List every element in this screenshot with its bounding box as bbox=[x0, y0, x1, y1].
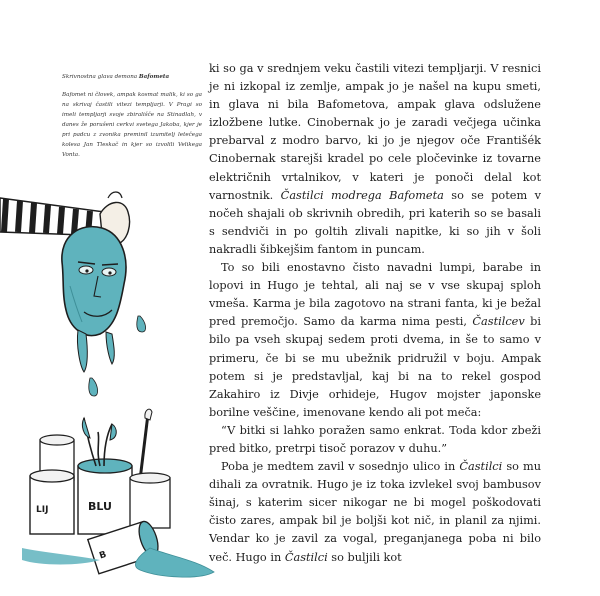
paragraph-1: ki so ga v srednjem veku častili vitezi templjarji. V resnici je ni izkopal iz zemlje, ampak jo je našel na kupu smeti, in glava ni bila Bafometova, ampak glava odslužene izložbene lutke. Cinobernak jo je zaradi večjega učinka prebarval z modro barvo, ki jo je njegov oče Františék Cinobernak starejši kradel po cele pločevinke iz tovarne električnih vrtalnikov, v kateri je ponoči delal kot varnostnik. Častilci modrega Bafometa so se potem v nočeh shajali ob skrivnih obredih, pri katerih so se basali s sendviči in po goltih zlivali napitke, ki so jih v šoli nakradli šibkejšim fantom in puncam. bbox=[209, 62, 541, 256]
blue-head bbox=[62, 227, 146, 396]
paragraph-3: Poba je medtem zavil v sosednjo ulico in Častilci so mu dihali za ovratnik. Hugo je iz toka izvlekel svoj bambusov šinaj, s katerim sicer nikogar ne bi mogel poškodovati čisto zares, ampak bil je boljši kot nič, in planil za njimi. Vendar ko je zavil za vogal, preganjanega poba ni bilo več. Hugo in Častilci so buljili kot bbox=[209, 460, 541, 564]
paragraph-3-italic-1: Častilci bbox=[459, 460, 503, 474]
caption-title-name: Bafometa bbox=[138, 74, 170, 80]
paragraph-1-italic: Častilci modrega Bafometa bbox=[280, 188, 444, 202]
body-text bbox=[209, 60, 541, 567]
paragraph-3-italic-2: Častilci bbox=[284, 550, 328, 564]
can-label-3: B bbox=[98, 549, 108, 562]
paragraph-2-italic: Častilcev bbox=[472, 315, 525, 329]
caption-title: Skrivnostna glava demona Bafometa bbox=[62, 74, 170, 80]
paint-cans bbox=[22, 409, 214, 577]
can-label-1: LIJ bbox=[36, 505, 49, 515]
can-label-2: BLU bbox=[88, 500, 112, 513]
paragraph-2: To so bili enostavno čisto navadni lumpi, barabe in lopovi in Hugo je tehtal, ali naj se v vse skupaj sploh vmeša. Karma je bila zagotovo na strani fanta, ki je bežal pred premočjo. Samo da karma nima pesti, Častilcev bi bilo pa vseh skupaj sedem proti dvema, in še to samo v primeru, če bi se mu ubežnik pridružil v boju. Ampak potem si je predstavljal, kaj bi na to rekel gospod Zakahiro iz Divje orhideje, Hugov mojster japonske borilne veščine, imenovane kendo ali pot meča: bbox=[209, 261, 541, 419]
quote-paragraph: “V bitki si lahko poražen samo enkrat. Toda kdor zbeži pred bitko, pretrpi tisoč porazov v duhu.” bbox=[209, 423, 541, 455]
caption-text: Bafomet ni človek, ampak kosmat malik, ki so ga na skrivaj častili vitezi templjarji. V Pragi so imeli templjarji svoje zbirališče na Stinadlah, v danes že porušeni cerkvi svetega Jakoba, kjer je pri padcu z zvonika preminil izumitelj letečega kolesa Jan Tleskač in kjer so izvolili Velikega Vonta. bbox=[62, 92, 202, 158]
